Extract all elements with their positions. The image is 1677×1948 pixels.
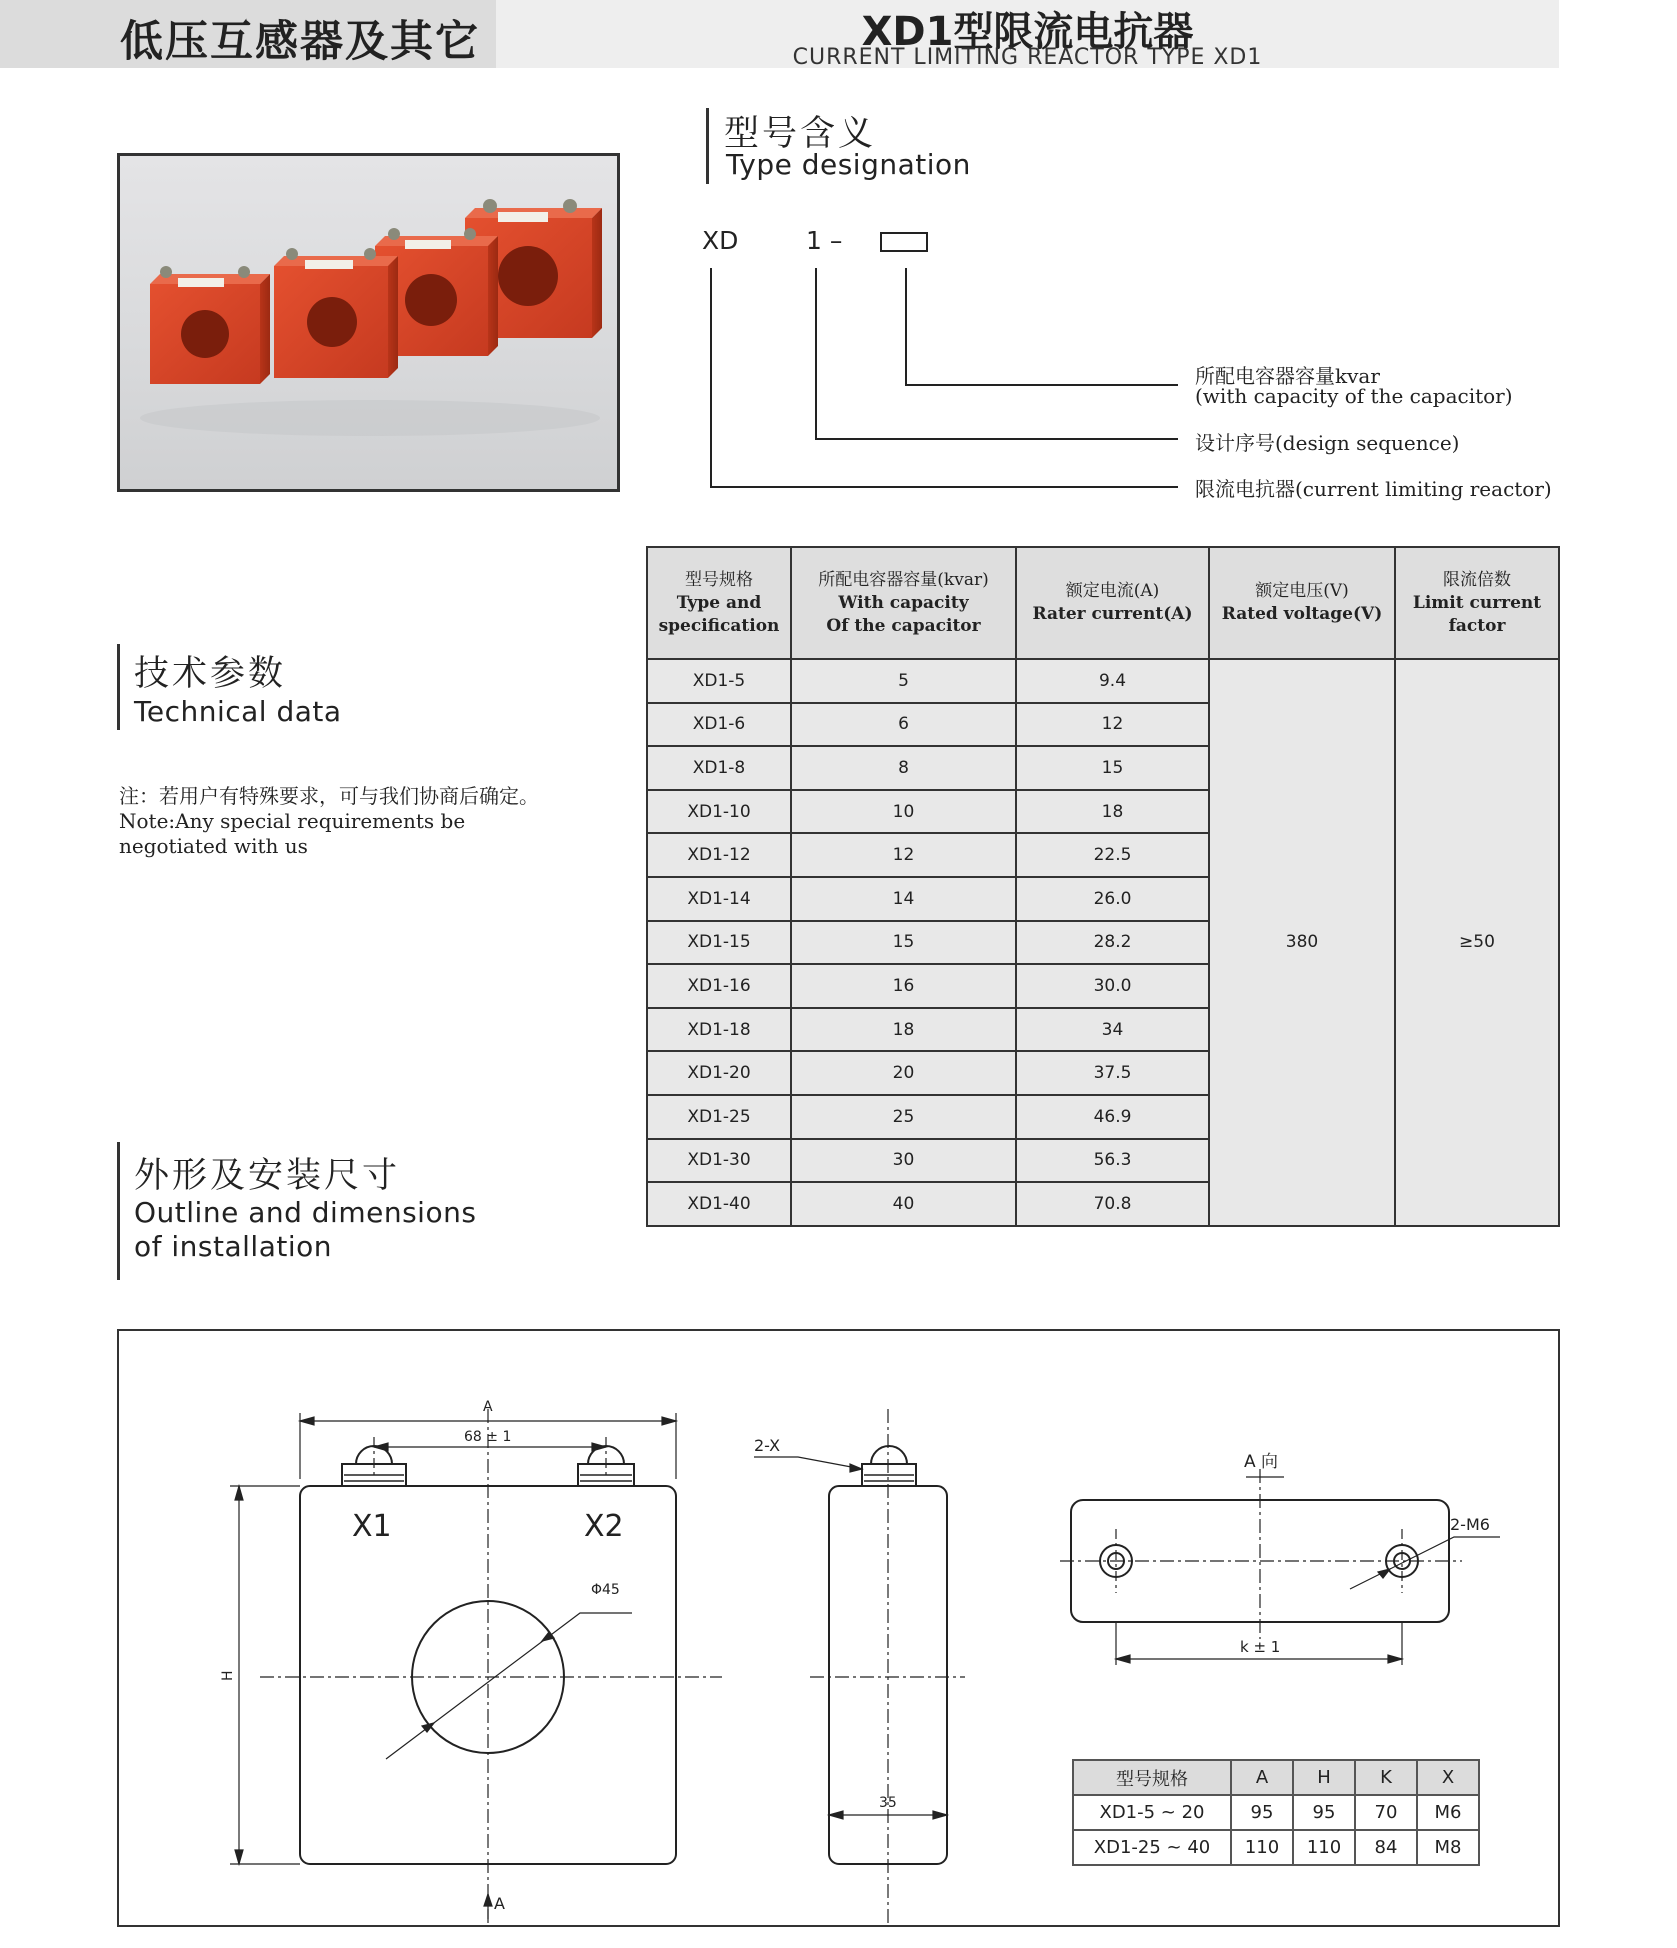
dimension-table (1072, 1759, 1480, 1866)
dim-cell-x: M6 (1417, 1795, 1479, 1830)
type-designation-heading-en: Type designation (726, 148, 971, 181)
view-a-title: A 向 (1244, 1452, 1279, 1472)
cell-current: 28.2 (1016, 921, 1209, 965)
dim-header-h: H (1293, 1760, 1355, 1795)
cell-type: XD1-6 (647, 703, 791, 747)
cell-capacity: 5 (791, 659, 1016, 703)
note-zh: 注：若用户有特殊要求，可与我们协商后确定。 (119, 784, 539, 808)
col-header-current (1016, 547, 1209, 659)
col-header-type-en2: specification (658, 615, 780, 636)
col-header-limit-en2: factor (1448, 615, 1506, 636)
col-header-type (647, 547, 791, 659)
outline-bar (117, 1142, 120, 1280)
cell-type: XD1-20 (647, 1051, 791, 1095)
col-header-type-zh: 型号规格 (685, 569, 753, 590)
dim-a-label: A (483, 1399, 493, 1415)
label-2-m6: 2-M6 (1450, 1515, 1490, 1534)
cell-type: XD1-40 (647, 1182, 791, 1226)
cell-rated-voltage: 380 (1209, 659, 1395, 1226)
dim-header-k: K (1355, 1760, 1417, 1795)
col-header-capacity (791, 547, 1016, 659)
cell-current: 34 (1016, 1008, 1209, 1052)
outline-heading-zh: 外形及安装尺寸 (134, 1156, 401, 1196)
dim-table-header (1073, 1760, 1479, 1795)
cell-current: 9.4 (1016, 659, 1209, 703)
cell-capacity: 30 (791, 1139, 1016, 1183)
dim-header-x: X (1417, 1760, 1479, 1795)
dim-k-label: k ± 1 (1240, 1638, 1281, 1656)
col-header-type-en1: Type and (676, 592, 762, 613)
technical-data-bar (117, 644, 120, 730)
terminal-x2-label: X2 (584, 1509, 624, 1544)
cell-current: 22.5 (1016, 833, 1209, 877)
cell-capacity: 15 (791, 921, 1016, 965)
terminal-x1-label: X1 (352, 1509, 392, 1544)
col-header-voltage-zh: 额定电压(V) (1255, 581, 1349, 601)
side-2x-label: 2-X (754, 1436, 781, 1455)
code-prefix: XD (702, 226, 739, 255)
note-en-line2: negotiated with us (119, 834, 308, 858)
cell-capacity: 40 (791, 1182, 1016, 1226)
cell-current: 37.5 (1016, 1051, 1209, 1095)
cell-current: 70.8 (1016, 1182, 1209, 1226)
dim-cell-type: XD1-5 ~ 20 (1073, 1795, 1231, 1830)
cell-type: XD1-10 (647, 790, 791, 834)
label-design-sequence: 设计序号(design sequence) (1195, 431, 1460, 455)
cell-capacity: 16 (791, 964, 1016, 1008)
cell-type: XD1-8 (647, 746, 791, 790)
table-row (1073, 1830, 1479, 1865)
table-row (647, 659, 1559, 703)
col-header-voltage (1209, 547, 1395, 659)
cell-type: XD1-18 (647, 1008, 791, 1052)
page-title: XD1型限流电抗器 (861, 9, 1194, 55)
dim-cell-k: 70 (1355, 1795, 1417, 1830)
type-designation-heading-zh: 型号含义 (724, 114, 877, 154)
outline-heading-en-line2: of installation (134, 1230, 332, 1263)
cell-current: 56.3 (1016, 1139, 1209, 1183)
cell-capacity: 18 (791, 1008, 1016, 1052)
cell-capacity: 12 (791, 833, 1016, 877)
cell-capacity: 20 (791, 1051, 1016, 1095)
dim-68-label: 68 ± 1 (464, 1429, 512, 1445)
col-header-limit-factor (1395, 547, 1559, 659)
cell-current: 46.9 (1016, 1095, 1209, 1139)
dim-header-type: 型号规格 (1073, 1760, 1231, 1795)
col-header-limit-en1: Limit current (1412, 592, 1542, 613)
col-header-current-en: Rater current(A) (1032, 604, 1193, 624)
col-header-limit-zh: 限流倍数 (1443, 569, 1511, 590)
cell-type: XD1-15 (647, 921, 791, 965)
cell-capacity: 6 (791, 703, 1016, 747)
header-category: 低压互感器及其它 (120, 17, 480, 67)
dim-cell-type: XD1-25 ~ 40 (1073, 1830, 1231, 1865)
cell-current: 15 (1016, 746, 1209, 790)
col-header-capacity-en1: With capacity (838, 592, 969, 613)
cell-current: 30.0 (1016, 964, 1209, 1008)
col-header-capacity-zh: 所配电容器容量(kvar) (818, 569, 989, 590)
outline-heading-en-line1: Outline and dimensions (134, 1196, 477, 1229)
view-a-arrow-label: A (494, 1894, 505, 1913)
dim-cell-x: M8 (1417, 1830, 1479, 1865)
col-header-current-zh: 额定电流(A) (1065, 581, 1160, 601)
dim-cell-h: 95 (1293, 1795, 1355, 1830)
dim-cell-a: 95 (1231, 1795, 1293, 1830)
cell-capacity: 10 (791, 790, 1016, 834)
table-row (1073, 1795, 1479, 1830)
cell-current: 12 (1016, 703, 1209, 747)
cell-current: 18 (1016, 790, 1209, 834)
code-sequence: 1 – (806, 226, 843, 255)
technical-data-heading-en: Technical data (134, 695, 342, 728)
phi-label: Φ45 (591, 1582, 620, 1598)
cell-type: XD1-25 (647, 1095, 791, 1139)
label-capacity-en: (with capacity of the capacitor) (1195, 384, 1513, 408)
col-header-capacity-en2: Of the capacitor (826, 615, 981, 636)
col-header-voltage-en: Rated voltage(V) (1221, 604, 1383, 624)
cell-limit-factor: ≥50 (1395, 659, 1559, 1226)
side-35-label: 35 (879, 1795, 897, 1811)
dim-h-label: H (220, 1670, 236, 1681)
cell-capacity: 14 (791, 877, 1016, 921)
cell-current: 26.0 (1016, 877, 1209, 921)
note-en-line1: Note:Any special requirements be (119, 809, 466, 833)
page-subtitle: CURRENT LIMITING REACTOR TYPE XD1 (792, 45, 1263, 70)
dim-cell-a: 110 (1231, 1830, 1293, 1865)
cell-capacity: 8 (791, 746, 1016, 790)
dim-cell-k: 84 (1355, 1830, 1417, 1865)
table-header-row (647, 547, 1559, 659)
cell-type: XD1-16 (647, 964, 791, 1008)
cell-type: XD1-5 (647, 659, 791, 703)
cell-type: XD1-12 (647, 833, 791, 877)
dim-cell-h: 110 (1293, 1830, 1355, 1865)
cell-capacity: 25 (791, 1095, 1016, 1139)
technical-data-heading-zh: 技术参数 (134, 654, 287, 694)
technical-data-table (646, 546, 1560, 1227)
dim-header-a: A (1231, 1760, 1293, 1795)
label-capacity-zh: 所配电容器容量kvar (1195, 364, 1380, 388)
label-current-limiting-reactor: 限流电抗器(current limiting reactor) (1195, 477, 1552, 501)
cell-type: XD1-30 (647, 1139, 791, 1183)
cell-type: XD1-14 (647, 877, 791, 921)
